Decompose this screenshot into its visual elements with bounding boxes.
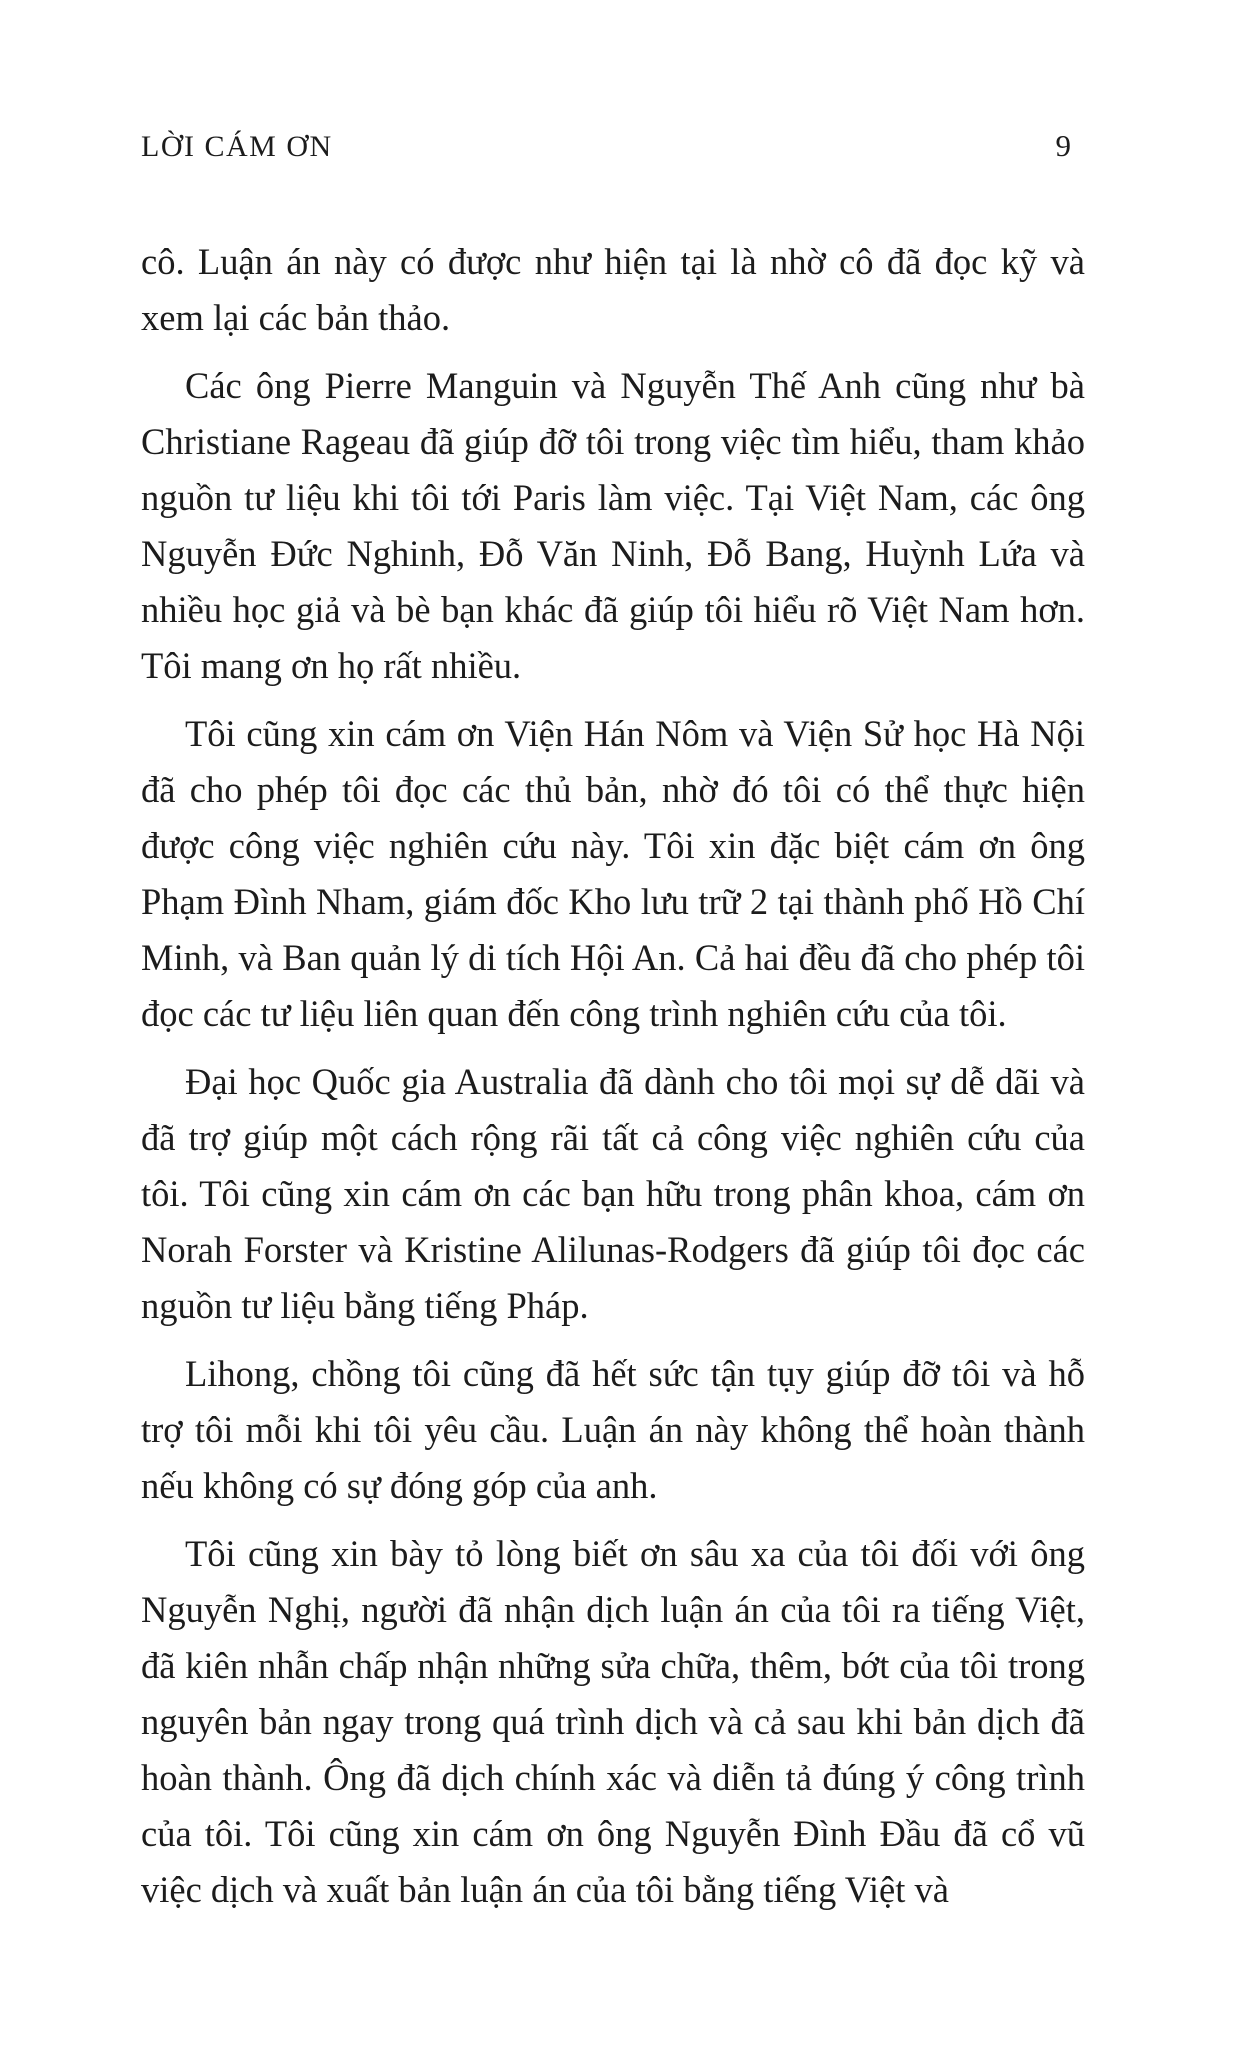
paragraph: Lihong, chồng tôi cũng đã hết sức tận tụy giúp đỡ tôi và hỗ trợ tôi mỗi khi tôi yêu cầu. Luận án này không thể hoàn thành nếu không có sự đóng góp của anh. (141, 1353, 1085, 1506)
paragraph: Tôi cũng xin bày tỏ lòng biết ơn sâu xa của tôi đối với ông Nguyễn Nghị, người đã nhận dịch luận án của tôi ra tiếng Việt, đã kiên nhẫn chấp nhận những sửa chữa, thêm, bớt của tôi trong nguyên bản ngay trong quá trình dịch và cả sau khi bản dịch đã hoàn thành. Ông đã dịch chính xác và diễn tả đúng ý công trình của tôi. Tôi cũng xin cám ơn ông Nguyễn Đình Đầu đã cổ vũ việc dịch và xuất bản luận án của tôi bằng tiếng Việt và (141, 1533, 1085, 1910)
paragraph: Các ông Pierre Manguin và Nguyễn Thế Anh cũng như bà Christiane Rageau đã giúp đỡ tôi trong việc tìm hiểu, tham khảo nguồn tư liệu khi tôi tới Paris làm việc. Tại Việt Nam, các ông Nguyễn Đức Nghinh, Đỗ Văn Ninh, Đỗ Bang, Huỳnh Lứa và nhiều học giả và bè bạn khác đã giúp tôi hiểu rõ Việt Nam hơn. Tôi mang ơn họ rất nhiều. (141, 365, 1085, 686)
page-number: 9 (1055, 128, 1072, 163)
chapter-title: LỜI CÁM ƠN (141, 130, 333, 163)
running-header (141, 128, 1072, 178)
paragraph: Đại học Quốc gia Australia đã dành cho tôi mọi sự dễ dãi và đã trợ giúp một cách rộng rãi tất cả công việc nghiên cứu của tôi. Tôi cũng xin cám ơn các bạn hữu trong phân khoa, cám ơn Norah Forster và Kristine Alilunas-Rodgers đã giúp tôi đọc các nguồn tư liệu bằng tiếng Pháp. (141, 1061, 1085, 1326)
paragraph-continued: cô. Luận án này có được như hiện tại là nhờ cô đã đọc kỹ và xem lại các bản thảo. (141, 241, 1085, 338)
body-text (141, 234, 1085, 1930)
paragraph: Tôi cũng xin cám ơn Viện Hán Nôm và Viện Sử học Hà Nội đã cho phép tôi đọc các thủ bản, nhờ đó tôi có thể thực hiện được công việc nghiên cứu này. Tôi xin đặc biệt cám ơn ông Phạm Đình Nham, giám đốc Kho lưu trữ 2 tại thành phố Hồ Chí Minh, và Ban quản lý di tích Hội An. Cả hai đều đã cho phép tôi đọc các tư liệu liên quan đến công trình nghiên cứu của tôi. (141, 713, 1085, 1034)
